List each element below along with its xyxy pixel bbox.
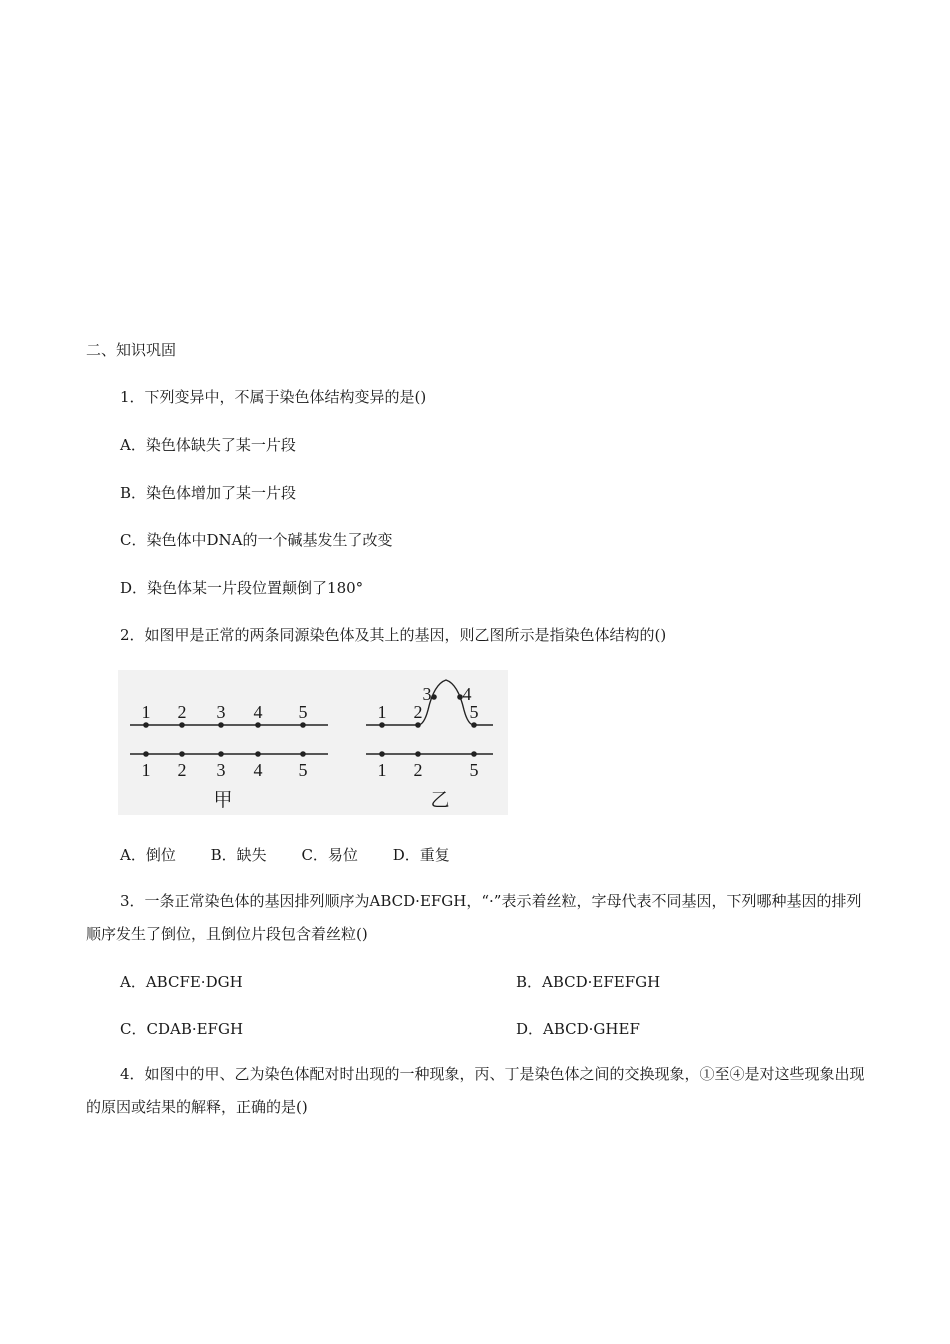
question-3-option-d: D．ABCD·GHEF	[516, 1020, 640, 1038]
question-4-stem: 4．如图中的甲、乙为染色体配对时出现的一种现象，丙、丁是染色体之间的交换现象，①至④是对这些现象出现的原因或结果的解释，正确的是()	[86, 1065, 865, 1116]
jia-bottom-gene-4	[255, 751, 261, 757]
question-1-option-c: C．染色体中DNA的一个碱基发生了改变	[120, 531, 393, 549]
jia-top-gene-4	[255, 722, 261, 728]
question-2-stem: 2．如图甲是正常的两条同源染色体及其上的基因，则乙图所示是指染色体结构的()	[120, 626, 667, 644]
yi-top-gene-1	[379, 722, 385, 728]
question-1-option-d: D．染色体某一片段位置颠倒了180°	[120, 579, 364, 597]
question-2-option-c: C．易位	[301, 846, 358, 864]
question-3-option-a: A．ABCFE·DGH	[120, 973, 243, 991]
yi-bottom-label-2: 2	[413, 760, 423, 780]
question-1-stem: 1．下列变异中，不属于染色体结构变异的是()	[120, 388, 427, 406]
yi-bottom-gene-2	[415, 751, 421, 757]
jia-bottom-gene-3	[218, 751, 224, 757]
question-2-option-a: A．倒位	[120, 846, 176, 864]
jia-top-gene-5	[300, 722, 306, 728]
jia-bottom-gene-5	[300, 751, 306, 757]
jia-top-gene-3	[218, 722, 224, 728]
jia-bottom-label-4: 4	[253, 760, 263, 780]
question-1-option-a: A．染色体缺失了某一片段	[120, 436, 296, 454]
yi-bottom-gene-1	[379, 751, 385, 757]
jia-top-gene-2	[179, 722, 185, 728]
jia-top-label-5: 5	[298, 702, 308, 722]
yi-top-label-2: 2	[413, 702, 423, 722]
yi-top-gene-5	[471, 722, 477, 728]
question-2-options	[120, 845, 480, 865]
yi-bottom-label-5: 5	[469, 760, 479, 780]
question-3-option-b: B．ABCD·EFEFGH	[516, 973, 661, 991]
section-title: 二、知识巩固	[86, 341, 177, 359]
jia-top-label-1: 1	[141, 702, 151, 722]
jia-top-label-4: 4	[253, 702, 263, 722]
yi-top-gene-3	[431, 694, 437, 700]
jia-bottom-gene-1	[143, 751, 149, 757]
chromosome-figure	[118, 670, 508, 815]
question-1-option-b: B．染色体增加了某一片段	[120, 484, 297, 502]
question-2-option-b: B．缺失	[210, 846, 267, 864]
yi-caption: 乙	[430, 790, 450, 811]
yi-top-gene-2	[415, 722, 421, 728]
yi-bottom-gene-5	[471, 751, 477, 757]
jia-top-label-3: 3	[216, 702, 226, 722]
chromosome-diagram	[118, 670, 508, 815]
question-3-stem: 3．一条正常染色体的基因排列顺序为ABCD·EFGH，“·”表示着丝粒，字母代表不同基因，下列哪种基因的排列顺序发生了倒位，且倒位片段包含着丝粒()	[86, 892, 862, 943]
jia-top-gene-1	[143, 722, 149, 728]
question-3-option-c: C．CDAB·EFGH	[120, 1020, 244, 1038]
jia-bottom-gene-2	[179, 751, 185, 757]
question-2-option-d: D．重复	[392, 846, 450, 864]
jia-bottom-label-5: 5	[298, 760, 308, 780]
jia-bottom-label-3: 3	[216, 760, 226, 780]
yi-top-label-4: 4	[462, 684, 472, 704]
yi-top-label-5: 5	[469, 702, 479, 722]
yi-top-label-1: 1	[377, 702, 387, 722]
jia-bottom-label-1: 1	[141, 760, 151, 780]
jia-top-label-2: 2	[177, 702, 187, 722]
yi-top-label-3: 3	[422, 684, 432, 704]
jia-caption: 甲	[213, 790, 233, 811]
yi-bottom-label-1: 1	[377, 760, 387, 780]
jia-bottom-label-2: 2	[177, 760, 187, 780]
